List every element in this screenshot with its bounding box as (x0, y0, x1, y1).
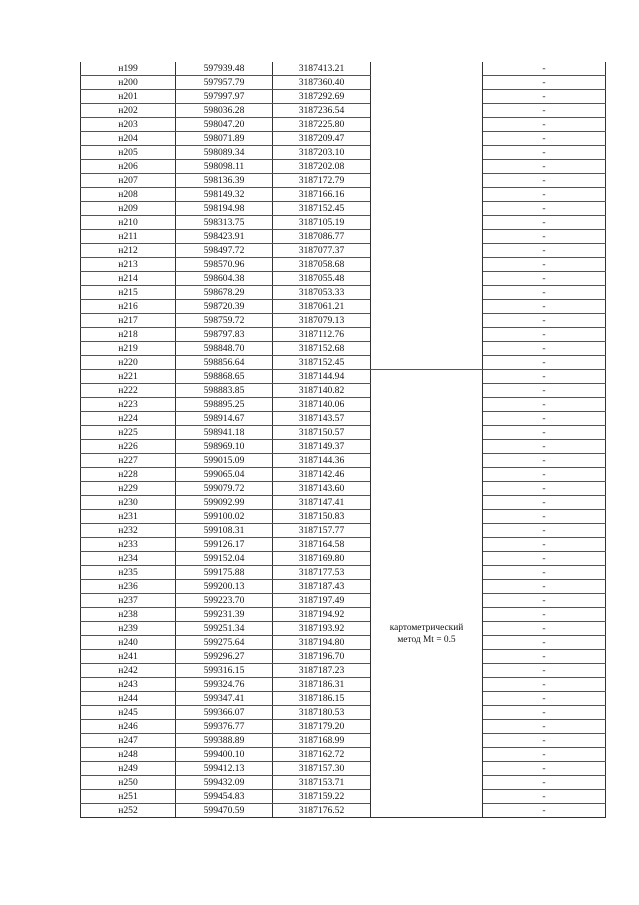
point-number-cell: н216 (81, 300, 176, 314)
point-number-cell: н221 (81, 370, 176, 384)
point-number-cell: н248 (81, 748, 176, 762)
table-row (81, 776, 606, 790)
table-row (81, 132, 606, 146)
extra-value-cell: - (483, 188, 606, 202)
y-coordinate-cell: 3187159.22 (273, 790, 371, 804)
y-coordinate-cell: 3187162.72 (273, 748, 371, 762)
table-row (81, 62, 606, 76)
x-coordinate-cell: 598423.91 (176, 230, 273, 244)
extra-value-cell: - (483, 454, 606, 468)
y-coordinate-cell: 3187360.40 (273, 76, 371, 90)
x-coordinate-cell: 599316.15 (176, 664, 273, 678)
y-coordinate-cell: 3187202.08 (273, 160, 371, 174)
extra-value-cell: - (483, 258, 606, 272)
x-coordinate-cell: 599065.04 (176, 468, 273, 482)
table-row (81, 454, 606, 468)
extra-value-cell: - (483, 650, 606, 664)
x-coordinate-cell: 599126.17 (176, 538, 273, 552)
extra-value-cell: - (483, 468, 606, 482)
point-number-cell: н244 (81, 692, 176, 706)
extra-value-cell: - (483, 580, 606, 594)
extra-value-cell: - (483, 230, 606, 244)
point-number-cell: н218 (81, 328, 176, 342)
point-number-cell: н250 (81, 776, 176, 790)
x-coordinate-cell: 598969.10 (176, 440, 273, 454)
point-number-cell: н213 (81, 258, 176, 272)
table-row (81, 76, 606, 90)
point-number-cell: н234 (81, 552, 176, 566)
table-row (81, 762, 606, 776)
method-text (390, 542, 464, 646)
y-coordinate-cell: 3187193.92 (273, 622, 371, 636)
point-number-cell: н207 (81, 174, 176, 188)
x-coordinate-cell: 599231.39 (176, 608, 273, 622)
x-coordinate-cell: 598313.75 (176, 216, 273, 230)
y-coordinate-cell: 3187143.60 (273, 482, 371, 496)
x-coordinate-cell: 599175.88 (176, 566, 273, 580)
point-number-cell: н219 (81, 342, 176, 356)
table-row (81, 440, 606, 454)
table-row (81, 174, 606, 188)
x-coordinate-cell: 598914.67 (176, 412, 273, 426)
x-coordinate-cell: 599015.09 (176, 454, 273, 468)
point-number-cell: н201 (81, 90, 176, 104)
extra-value-cell: - (483, 272, 606, 286)
point-number-cell: н226 (81, 440, 176, 454)
y-coordinate-cell: 3187180.53 (273, 706, 371, 720)
point-number-cell: н247 (81, 734, 176, 748)
extra-value-cell: - (483, 720, 606, 734)
table-row (81, 496, 606, 510)
y-coordinate-cell: 3187187.43 (273, 580, 371, 594)
y-coordinate-cell: 3187179.20 (273, 720, 371, 734)
point-number-cell: н232 (81, 524, 176, 538)
x-coordinate-cell: 598883.85 (176, 384, 273, 398)
y-coordinate-cell: 3187105.19 (273, 216, 371, 230)
table-row (81, 790, 606, 804)
point-number-cell: н241 (81, 650, 176, 664)
extra-value-cell: - (483, 678, 606, 692)
table-row (81, 678, 606, 692)
point-number-cell: н215 (81, 286, 176, 300)
point-number-cell: н217 (81, 314, 176, 328)
point-number-cell: н209 (81, 202, 176, 216)
table-row (81, 398, 606, 412)
table-row (81, 90, 606, 104)
extra-value-cell: - (483, 594, 606, 608)
extra-value-cell: - (483, 104, 606, 118)
table-row (81, 482, 606, 496)
y-coordinate-cell: 3187203.10 (273, 146, 371, 160)
y-coordinate-cell: 3187225.80 (273, 118, 371, 132)
table-row (81, 720, 606, 734)
point-number-cell: н235 (81, 566, 176, 580)
table-row (81, 314, 606, 328)
table-row (81, 286, 606, 300)
y-coordinate-cell: 3187061.21 (273, 300, 371, 314)
y-coordinate-cell: 3187147.41 (273, 496, 371, 510)
table-row (81, 216, 606, 230)
point-number-cell: н252 (81, 804, 176, 818)
extra-value-cell: - (483, 664, 606, 678)
y-coordinate-cell: 3187177.53 (273, 566, 371, 580)
y-coordinate-cell: 3187168.99 (273, 734, 371, 748)
extra-value-cell: - (483, 524, 606, 538)
x-coordinate-cell: 598194.98 (176, 202, 273, 216)
point-number-cell: н249 (81, 762, 176, 776)
point-number-cell: н211 (81, 230, 176, 244)
y-coordinate-cell: 3187197.49 (273, 594, 371, 608)
point-number-cell: н200 (81, 76, 176, 90)
method-cell-empty (371, 62, 483, 370)
table-row (81, 804, 606, 818)
y-coordinate-cell: 3187143.57 (273, 412, 371, 426)
x-coordinate-cell: 599092.99 (176, 496, 273, 510)
extra-value-cell: - (483, 328, 606, 342)
table-row (81, 412, 606, 426)
extra-value-cell: - (483, 146, 606, 160)
table-row (81, 748, 606, 762)
table-row (81, 342, 606, 356)
x-coordinate-cell: 599347.41 (176, 692, 273, 706)
point-number-cell: н233 (81, 538, 176, 552)
x-coordinate-cell: 598089.34 (176, 146, 273, 160)
extra-value-cell: - (483, 118, 606, 132)
point-number-cell: н229 (81, 482, 176, 496)
x-coordinate-cell: 598941.18 (176, 426, 273, 440)
x-coordinate-cell: 598497.72 (176, 244, 273, 258)
table-row (81, 426, 606, 440)
x-coordinate-cell: 599376.77 (176, 720, 273, 734)
extra-value-cell: - (483, 412, 606, 426)
x-coordinate-cell: 598720.39 (176, 300, 273, 314)
table-row (81, 594, 606, 608)
point-number-cell: н214 (81, 272, 176, 286)
x-coordinate-cell: 597997.97 (176, 90, 273, 104)
y-coordinate-cell: 3187150.83 (273, 510, 371, 524)
y-coordinate-cell: 3187053.33 (273, 286, 371, 300)
extra-value-cell: - (483, 762, 606, 776)
x-coordinate-cell: 598848.70 (176, 342, 273, 356)
extra-value-cell: - (483, 202, 606, 216)
y-coordinate-cell: 3187150.57 (273, 426, 371, 440)
table-row (81, 370, 606, 384)
point-number-cell: н227 (81, 454, 176, 468)
x-coordinate-cell: 598036.28 (176, 104, 273, 118)
x-coordinate-cell: 598759.72 (176, 314, 273, 328)
table-row (81, 160, 606, 174)
point-number-cell: н210 (81, 216, 176, 230)
x-coordinate-cell: 597939.48 (176, 62, 273, 76)
point-number-cell: н242 (81, 664, 176, 678)
coordinates-sheet (80, 62, 605, 818)
table-row (81, 384, 606, 398)
x-coordinate-cell: 599366.07 (176, 706, 273, 720)
y-coordinate-cell: 3187164.58 (273, 538, 371, 552)
x-coordinate-cell: 599079.72 (176, 482, 273, 496)
point-number-cell: н246 (81, 720, 176, 734)
y-coordinate-cell: 3187172.79 (273, 174, 371, 188)
x-coordinate-cell: 598071.89 (176, 132, 273, 146)
method-cell (371, 370, 483, 818)
table-row (81, 188, 606, 202)
method-accuracy: метод Mt = 0.5 (397, 634, 456, 645)
extra-value-cell: - (483, 370, 606, 384)
point-number-cell: н238 (81, 608, 176, 622)
extra-value-cell: - (483, 622, 606, 636)
x-coordinate-cell: 599275.64 (176, 636, 273, 650)
coordinates-table (80, 62, 606, 818)
point-number-cell: н206 (81, 160, 176, 174)
x-coordinate-cell: 598856.64 (176, 356, 273, 370)
table-row (81, 608, 606, 622)
table-row (81, 258, 606, 272)
y-coordinate-cell: 3187157.77 (273, 524, 371, 538)
table-row (81, 328, 606, 342)
table-row (81, 622, 606, 636)
extra-value-cell: - (483, 636, 606, 650)
extra-value-cell: - (483, 356, 606, 370)
y-coordinate-cell: 3187140.82 (273, 384, 371, 398)
point-number-cell: н199 (81, 62, 176, 76)
extra-value-cell: - (483, 216, 606, 230)
extra-value-cell: - (483, 538, 606, 552)
extra-value-cell: - (483, 692, 606, 706)
x-coordinate-cell: 599412.13 (176, 762, 273, 776)
point-number-cell: н251 (81, 790, 176, 804)
x-coordinate-cell: 599152.04 (176, 552, 273, 566)
extra-value-cell: - (483, 790, 606, 804)
point-number-cell: н204 (81, 132, 176, 146)
x-coordinate-cell: 599432.09 (176, 776, 273, 790)
y-coordinate-cell: 3187152.45 (273, 356, 371, 370)
table-row (81, 706, 606, 720)
table-row (81, 244, 606, 258)
y-coordinate-cell: 3187194.80 (273, 636, 371, 650)
table-row (81, 580, 606, 594)
extra-value-cell: - (483, 76, 606, 90)
y-coordinate-cell: 3187413.21 (273, 62, 371, 76)
point-number-cell: н212 (81, 244, 176, 258)
x-coordinate-cell: 598868.65 (176, 370, 273, 384)
extra-value-cell: - (483, 748, 606, 762)
table-row (81, 356, 606, 370)
extra-value-cell: - (483, 706, 606, 720)
table-row (81, 566, 606, 580)
x-coordinate-cell: 599108.31 (176, 524, 273, 538)
x-coordinate-cell: 598604.38 (176, 272, 273, 286)
point-number-cell: н205 (81, 146, 176, 160)
extra-value-cell: - (483, 734, 606, 748)
x-coordinate-cell: 599400.10 (176, 748, 273, 762)
table-row (81, 272, 606, 286)
point-number-cell: н231 (81, 510, 176, 524)
y-coordinate-cell: 3187077.37 (273, 244, 371, 258)
extra-value-cell: - (483, 804, 606, 818)
x-coordinate-cell: 599251.34 (176, 622, 273, 636)
table-row (81, 538, 606, 552)
point-number-cell: н236 (81, 580, 176, 594)
x-coordinate-cell: 598895.25 (176, 398, 273, 412)
y-coordinate-cell: 3187144.94 (273, 370, 371, 384)
y-coordinate-cell: 3187079.13 (273, 314, 371, 328)
point-number-cell: н220 (81, 356, 176, 370)
table-row (81, 664, 606, 678)
y-coordinate-cell: 3187112.76 (273, 328, 371, 342)
extra-value-cell: - (483, 398, 606, 412)
point-number-cell: н230 (81, 496, 176, 510)
point-number-cell: н237 (81, 594, 176, 608)
y-coordinate-cell: 3187152.45 (273, 202, 371, 216)
x-coordinate-cell: 597957.79 (176, 76, 273, 90)
table-row (81, 552, 606, 566)
extra-value-cell: - (483, 244, 606, 258)
extra-value-cell: - (483, 160, 606, 174)
y-coordinate-cell: 3187186.15 (273, 692, 371, 706)
extra-value-cell: - (483, 132, 606, 146)
x-coordinate-cell: 599324.76 (176, 678, 273, 692)
y-coordinate-cell: 3187058.68 (273, 258, 371, 272)
x-coordinate-cell: 599200.13 (176, 580, 273, 594)
y-coordinate-cell: 3187153.71 (273, 776, 371, 790)
extra-value-cell: - (483, 384, 606, 398)
y-coordinate-cell: 3187144.36 (273, 454, 371, 468)
y-coordinate-cell: 3187187.23 (273, 664, 371, 678)
table-row (81, 524, 606, 538)
extra-value-cell: - (483, 482, 606, 496)
extra-value-cell: - (483, 90, 606, 104)
extra-value-cell: - (483, 426, 606, 440)
extra-value-cell: - (483, 496, 606, 510)
table-row (81, 734, 606, 748)
x-coordinate-cell: 598047.20 (176, 118, 273, 132)
extra-value-cell: - (483, 566, 606, 580)
y-coordinate-cell: 3187152.68 (273, 342, 371, 356)
extra-value-cell: - (483, 174, 606, 188)
extra-value-cell: - (483, 608, 606, 622)
table-row (81, 650, 606, 664)
point-number-cell: н239 (81, 622, 176, 636)
point-number-cell: н208 (81, 188, 176, 202)
x-coordinate-cell: 598149.32 (176, 188, 273, 202)
table-row (81, 230, 606, 244)
point-number-cell: н202 (81, 104, 176, 118)
x-coordinate-cell: 599100.02 (176, 510, 273, 524)
y-coordinate-cell: 3187140.06 (273, 398, 371, 412)
point-number-cell: н243 (81, 678, 176, 692)
x-coordinate-cell: 599223.70 (176, 594, 273, 608)
y-coordinate-cell: 3187086.77 (273, 230, 371, 244)
table-row (81, 202, 606, 216)
point-number-cell: н245 (81, 706, 176, 720)
y-coordinate-cell: 3187157.30 (273, 762, 371, 776)
x-coordinate-cell: 599296.27 (176, 650, 273, 664)
extra-value-cell: - (483, 314, 606, 328)
extra-value-cell: - (483, 510, 606, 524)
extra-value-cell: - (483, 552, 606, 566)
point-number-cell: н240 (81, 636, 176, 650)
x-coordinate-cell: 598678.29 (176, 286, 273, 300)
x-coordinate-cell: 599454.83 (176, 790, 273, 804)
x-coordinate-cell: 599388.89 (176, 734, 273, 748)
y-coordinate-cell: 3187142.46 (273, 468, 371, 482)
x-coordinate-cell: 599470.59 (176, 804, 273, 818)
y-coordinate-cell: 3187186.31 (273, 678, 371, 692)
y-coordinate-cell: 3187176.52 (273, 804, 371, 818)
extra-value-cell: - (483, 62, 606, 76)
table-row (81, 636, 606, 650)
x-coordinate-cell: 598797.83 (176, 328, 273, 342)
method-name: картометрический (389, 622, 464, 633)
y-coordinate-cell: 3187169.80 (273, 552, 371, 566)
y-coordinate-cell: 3187194.92 (273, 608, 371, 622)
extra-value-cell: - (483, 440, 606, 454)
x-coordinate-cell: 598570.96 (176, 258, 273, 272)
table-row (81, 692, 606, 706)
coordinates-table-body (81, 62, 606, 818)
table-row (81, 468, 606, 482)
table-row (81, 104, 606, 118)
y-coordinate-cell: 3187292.69 (273, 90, 371, 104)
table-row (81, 300, 606, 314)
table-row (81, 118, 606, 132)
table-row (81, 510, 606, 524)
y-coordinate-cell: 3187209.47 (273, 132, 371, 146)
point-number-cell: н222 (81, 384, 176, 398)
point-number-cell: н225 (81, 426, 176, 440)
extra-value-cell: - (483, 286, 606, 300)
y-coordinate-cell: 3187055.48 (273, 272, 371, 286)
y-coordinate-cell: 3187236.54 (273, 104, 371, 118)
extra-value-cell: - (483, 342, 606, 356)
point-number-cell: н228 (81, 468, 176, 482)
point-number-cell: н203 (81, 118, 176, 132)
point-number-cell: н224 (81, 412, 176, 426)
extra-value-cell: - (483, 300, 606, 314)
y-coordinate-cell: 3187149.37 (273, 440, 371, 454)
extra-value-cell: - (483, 776, 606, 790)
y-coordinate-cell: 3187166.16 (273, 188, 371, 202)
table-row (81, 146, 606, 160)
x-coordinate-cell: 598098.11 (176, 160, 273, 174)
point-number-cell: н223 (81, 398, 176, 412)
y-coordinate-cell: 3187196.70 (273, 650, 371, 664)
x-coordinate-cell: 598136.39 (176, 174, 273, 188)
